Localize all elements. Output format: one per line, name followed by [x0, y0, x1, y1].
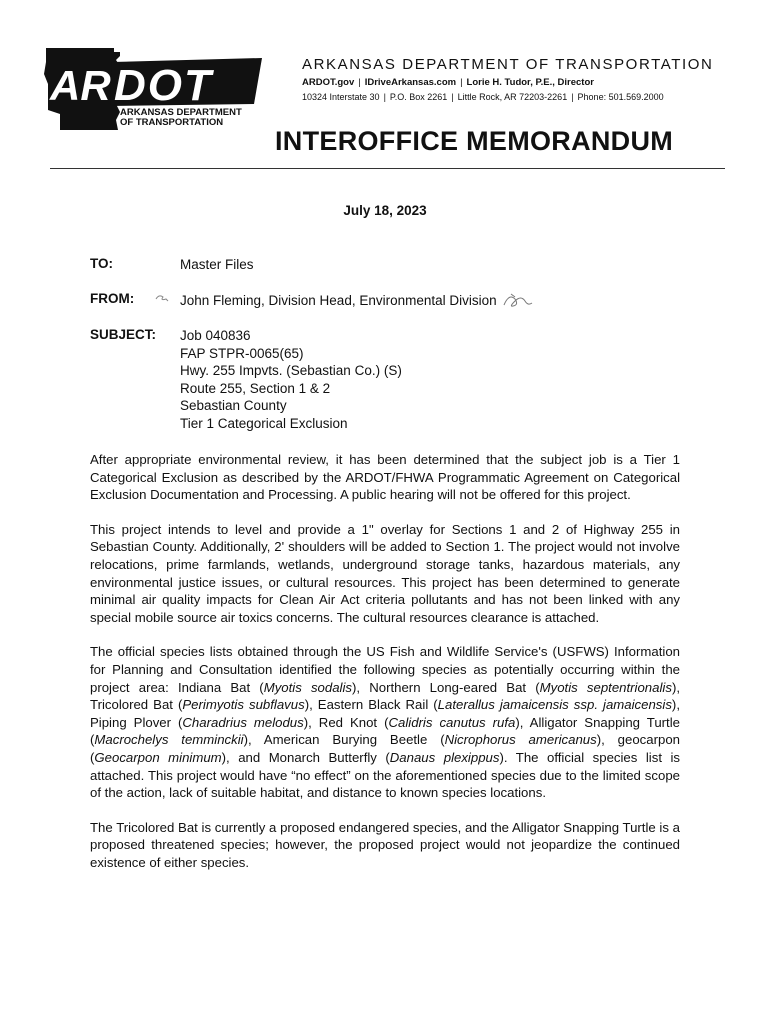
species-name: Laterallus jamaicensis ssp. jamaicensis [437, 697, 672, 713]
species-name: Macrochelys temminckii [94, 732, 244, 748]
address-street: 10324 Interstate 30 [302, 92, 380, 102]
separator: | [358, 77, 361, 88]
logo-subtitle-line2: OF TRANSPORTATION [120, 117, 224, 128]
separator: | [451, 92, 454, 102]
species-name: Nicrophorus americanus [444, 732, 597, 748]
to-label: TO: [90, 256, 113, 271]
initials-mark-icon [154, 293, 170, 303]
subject-line: Route 255, Section 1 & 2 [180, 380, 331, 396]
signature-icon [501, 291, 535, 309]
species-text: ). The official species list is attached. This project would have “no effect” on the aforementioned species due to the limited scope of the action, lack of suitable habitat, and distance to known species locations. [90, 749, 681, 801]
paragraph-listed-status: The Tricolored Bat is currently a proposed endangered species, and the Alligator Snapping Turtle is a proposed threatened species; however, the proposed project would not jeopardize the continued existence of either species. [90, 819, 680, 870]
species-name: Perimyotis subflavus [182, 697, 305, 713]
subject-label: SUBJECT: [90, 327, 157, 342]
org-links [302, 77, 732, 88]
org-address [302, 92, 732, 102]
species-text: ), Tricolored Bat ( [90, 679, 680, 713]
paragraph-project-description: This project intends to level and provide a 1" overlay for Sections 1 and 2 of Highway 255 in Sebastian County. Additionally, 2' shoulders will be added to Section 1. The project would not involve relocations, prime farmlands, wetlands, underground storage tanks, hazardous materials, any environmental justice issues, or cultural resources. This project has been determined to generate minimal air quality impacts for Clean Air Act criteria pollutants and has not been linked with any special mobile source air toxics concerns. The cultural resources clearance is attached. [90, 521, 680, 625]
subject-lines [180, 327, 402, 433]
org-name: ARKANSAS DEPARTMENT OF TRANSPORTATION [302, 56, 714, 73]
memo-body [90, 451, 680, 888]
from-value-line [180, 291, 535, 310]
subject-line: Sebastian County [180, 398, 287, 414]
species-name: Geocarpon minimum [94, 749, 222, 765]
header-rule [50, 168, 725, 169]
species-text: ), Eastern Black Rail ( [304, 697, 438, 713]
address-phone: Phone: 501.569.2000 [577, 92, 664, 102]
org-block [302, 56, 732, 102]
subject-line: Hwy. 255 Impvts. (Sebastian Co.) (S) [180, 363, 402, 379]
logo-dot-text: DOT [114, 61, 213, 110]
species-text: ), Northern Long-eared Bat ( [352, 679, 540, 695]
idrive-link[interactable]: IDriveArkansas.com [364, 77, 457, 88]
logo-subtitle [120, 108, 242, 128]
letterhead [40, 44, 730, 176]
species-text: ), geocarpon ( [90, 732, 680, 765]
memo-title: INTEROFFICE MEMORANDUM [275, 126, 674, 156]
from-label: FROM: [90, 291, 135, 306]
species-text: ), Alligator Snapping Turtle ( [90, 714, 680, 748]
species-text: ), Piping Plover ( [90, 697, 680, 730]
species-name: Calidris canutus rufa [388, 714, 516, 730]
separator: | [460, 77, 463, 88]
subject-line: Tier 1 Categorical Exclusion [180, 415, 348, 431]
species-name: Myotis sodalis [263, 679, 353, 695]
species-text: ), American Burying Beetle ( [243, 732, 445, 748]
separator: | [571, 92, 574, 102]
species-name: Charadrius melodus [182, 714, 304, 730]
species-text: ), and Monarch Butterfly ( [221, 749, 390, 765]
paragraph-determination: After appropriate environmental review, it has been determined that the subject job is a Tier 1 Categorical Exclusion as described by the ARDOT/FHWA Programmatic Agreement on Categorical Exclusion Documentation and Processing. A public hearing will not be offered for this project. [90, 452, 680, 503]
logo-subtitle-line1: ARKANSAS DEPARTMENT [120, 107, 242, 118]
paragraph-species [90, 643, 680, 801]
logo-ar-text: AR [50, 62, 111, 109]
subject-line: Job 040836 [180, 328, 251, 343]
address-city: Little Rock, AR 72203-2261 [457, 92, 568, 102]
species-text: The official species lists obtained through the US Fish and Wildlife Service's (USFWS) Information for Planning and Consultation identified the following species as potentially occurring within the project area: Indiana Bat ( [90, 644, 680, 695]
species-name: Danaus plexippus [389, 749, 500, 765]
from-value: John Fleming, Division Head, Environmental Division [180, 293, 497, 308]
director-name: Lorie H. Tudor, P.E., Director [466, 77, 594, 88]
species-name: Myotis septentrionalis [539, 679, 672, 695]
subject-line: FAP STPR-0065(65) [180, 345, 304, 361]
ardot-link[interactable]: ARDOT.gov [302, 77, 355, 88]
species-text: ), Red Knot ( [303, 714, 389, 730]
separator: | [383, 92, 386, 102]
to-value: Master Files [180, 257, 254, 272]
memo-date: July 18, 2023 [343, 203, 427, 218]
address-po: P.O. Box 2261 [389, 92, 448, 102]
